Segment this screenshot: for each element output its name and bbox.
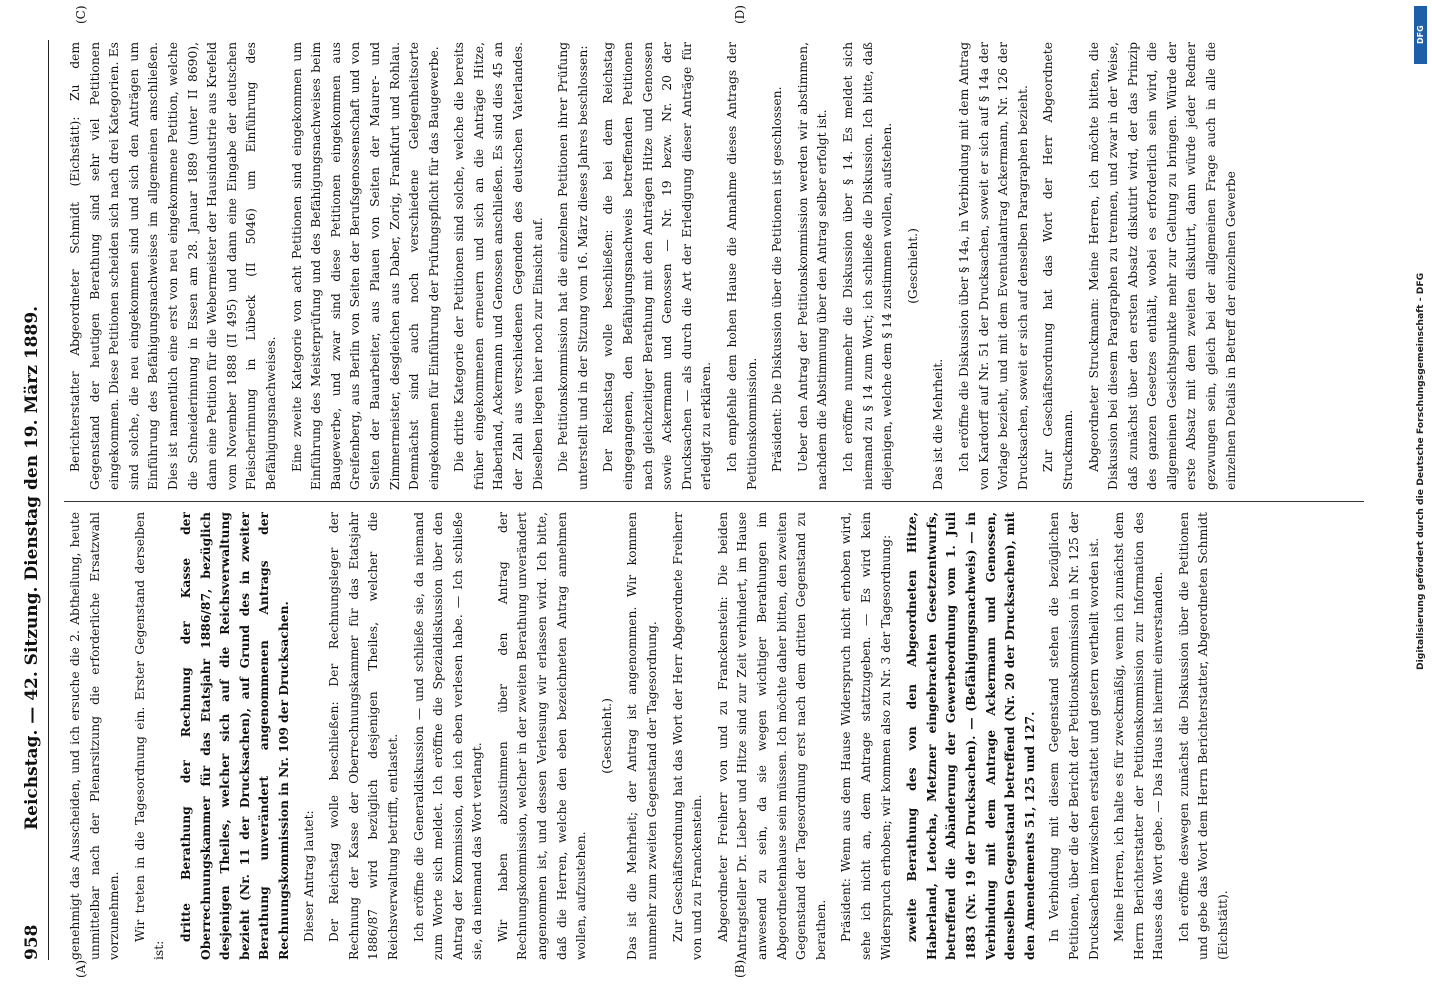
page-header	[18, 40, 49, 960]
left-text-column	[66, 512, 1366, 960]
paragraph: Ich eröffne nunmehr die Diskussion über § 14. Es meldet sich niemand zu § 14 zum Wort; ich schließe die Diskussion. Ich bitte, daß diejenigen, welche dem § 14 zustimmen wollen, aufstehen.	[840, 42, 895, 490]
margin-mark-d: (D)	[733, 5, 747, 24]
paragraph: genehmigt das Ausscheiden, und ich ersuche die 2. Abtheilung, heute unmittelbar nach der Plenarsitzung die erforderliche Ersatzwahl vorzunehmen.	[68, 512, 122, 960]
paragraph: Ueber den Antrag der Petitionskommission werden wir abstimmen, nachdem die Abstimmung über den Antrag selber erfolgt ist.	[795, 42, 830, 490]
margin-mark-c: (C)	[74, 5, 88, 24]
paragraph: Ich empfehle dem hohen Hause die Annahme dieses Antrags der Petitionskommission.	[725, 42, 759, 490]
paragraph: In Verbindung mit diesem Gegenstand stehen die bezüglichen Petitionen, über die der Bericht der Petitionskommission in Nr. 125 der Drucksachen inzwischen erstattet und gestern vertheilt worden ist.	[1047, 512, 1101, 960]
paragraph: Das ist die Mehrheit.	[931, 358, 946, 490]
paragraph-agenda-item: dritte Berathung der Rechnung der Kasse der Oberrechnungskammer für das Etatsjahr 1886/87, bezüglich desjenigen Theiles, welcher sich auf die Reichsverwaltung bezieht (Nr. 11 der Drucksachen), auf Grund des in zweiter Berathung unverändert angenommenen Antrags der Rechnungskommission in Nr. 109 der Drucksachen.	[177, 512, 291, 960]
paragraph: Ich eröffne deswegen zunächst die Diskussion über die Petitionen und gebe das Wort dem Herrn Berichterstatter, Abgeordneten Schmidt (Eichstätt).	[1176, 512, 1231, 960]
paragraph: Wir haben abzustimmen über den Antrag der Rechnungskommission, welcher in der zweiten Berathung unverändert angenommen ist, und dessen Verlesung wir erlassen wird. Ich bitte, daß die Herren, welche den eben bezeichneten Antrag annehmen wollen, aufzustehen.	[495, 512, 589, 960]
paragraph-speech: Berichterstatter Abgeordneter Schmidt (Eichstätt): Zu dem Gegenstand der heutigen Berathung sind sehr viel Petitionen eingekommen. Diese Petitionen scheiden sich nach drei Kategorien. Es sind solche, die neu eingekommen sind und sich den Anträgen um Einführung des Befähigungsnachweises im allgemeinen anschließen. Dies ist namentlich eine erst von neu eingekommene Petition, welche die Schneiderinnung in Essen am 28. Januar 1889 (unter II 8690), dann eine Petition für die Webermeister der Hausindustrie aus Krefeld vom November 1888 (II 495) und dann eine Eingabe der deutschen Fleischerinnung in Lübeck (II 5046) um Einführung des Befähigungsnachweises.	[68, 42, 278, 490]
paragraph-speech: Abgeordneter Struckmann: Meine Herren, ich möchte bitten, die Diskussion bei diesem Paragraphen zu trennen, und zwar in der Weise, daß zunächst über den ersten Absatz diskutirt wird, der das Prinzip des ganzen Gesetzes enthält, wobei es erforderlich sein wird, die allgemeinen Gesichtspunkte mehr zur Geltung zu bringen. Würde der erste Absatz mit dem zweiten diskutirt, dann würde jeder Redner gezwungen sein, gleich bei der allgemeinen Frage auch in alle die einzelnen Details in Betreff der einzelnen Gewerbe	[1086, 42, 1238, 490]
paragraph: Die dritte Kategorie der Petitionen sind solche, welche die bereits früher eingekommenen erneuern und sich an die Anträge Hitze, Haberland, Ackermann und Genossen anschließen. Es sind dies 45 an der Zahl aus verschiedenen Gegenden des deutschen Vaterlandes. Dieselben liegen hier noch zur Einsicht auf.	[452, 42, 545, 490]
paragraph-speech: Präsident: Die Diskussion über die Petitionen ist geschlossen.	[770, 86, 785, 472]
paragraph-speech: Präsident: Wenn aus dem Hause Widerspruch nicht erhoben wird, sehe ich nicht an, dem Antrage stattzugeben. — Es wird kein Widerspruch erhoben; wir kommen also zu Nr. 3 der Tagesordnung:	[839, 512, 893, 960]
paragraph: Ich eröffne die Diskussion über § 14a, in Verbindung mit dem Antrag von Kardorff auf Nr. 51 der Drucksachen, soweit er sich auf § 14a der Vorlage bezieht, und mit dem Eventualantrag Ackermann, Nr. 126 der Drucksachen, soweit er sich auf denselben Paragraphen bezieht.	[956, 42, 1030, 490]
paragraph: Ich eröffne die Generaldiskussion — und schließe sie, da niemand zum Worte sich meldet. Ich eröffne die Spezialdiskussion über den Antrag der Kommission, den ich eben verlesen habe. — Ich schließe sie, da niemand das Wort verlangt.	[411, 512, 485, 960]
paragraph: Dieser Antrag lautet:	[301, 810, 316, 942]
paragraph: Zur Geschäftsordnung hat das Wort der Herr Abgeordnete Freiherr von und zu Franckenstein.	[670, 512, 705, 960]
paragraph: Meine Herren, ich halte es für zweckmäßig, wenn ich zunächst dem Herrn Berichterstatter der Petitionskommission zur Information des Hauses das Wort gebe. — Das Haus ist hiermit einverstanden.	[1112, 512, 1166, 960]
paragraph-speech: Abgeordneter Freiherr von und zu Franckenstein: Die beiden Antragsteller Dr. Lieber und Hitze sind zur Zeit verhindert, im Hause anwesend zu sein, da sie wegen wichtiger Berathungen im Abgeordnetenhause sein müssen. Ich möchte daher bitten, den zweiten Gegenstand der Tagesordnung erst nach dem dritten Gegenstand zu berathen.	[715, 512, 828, 960]
digitization-credit: Digitalisierung gefördert durch die Deutsche Forschungsgemeinschaft - DFG	[1415, 272, 1426, 670]
stage-direction: (Geschieht.)	[905, 228, 920, 304]
page-number: 958	[22, 924, 42, 960]
paragraph-motion: Der Reichstag wolle beschließen: Der Rechnungsleger der Rechnung der Kasse der Oberrechnungskammer für das Etatsjahr 1886/87 wird bezüglich desjenigen Theiles, welcher die Reichsverwaltung betrifft, entlastet.	[327, 512, 400, 960]
paragraph: Die Petitionskommission hat die einzelnen Petitionen ihrer Prüfung unterstellt und in der Sitzung vom 16. März dieses Jahres beschlossen:	[556, 42, 590, 490]
margin-mark-b: (B)	[733, 959, 747, 978]
paragraph-agenda-item: zweite Berathung des von den Abgeordneten Hitze, Haberland, Letocha, Metzner eingebrachten Gesetzentwurfs, betreffend die Abänderung der Gewerbeordnung vom 1. Juli 1883 (Nr. 19 der Drucksachen). — (Befähigungsnachweis) — in Verbindung mit dem Antrage Ackermann und Genossen, denselben Gegenstand betreffend (Nr. 20 der Drucksachen), mit den Amendements 51, 125 und 127.	[904, 512, 1037, 960]
paragraph: Eine zweite Kategorie von acht Petitionen sind eingekommen um Einführung des Meisterprüfung und des Befähigungsnachweises beim Baugewerbe, und zwar sind diese Petitionen eingekommen aus Greifenberg, aus Berlin von Seiten der Berufsgenossenschaft und von Seiten der Bauarbeiter, aus Plauen von Seiten der Maurer- und Zimmermeister, desgleichen aus Daber, Zorig, Frankfurt und Rohlau. Demnächst sind auch noch verschiedene Gelegenheitsorte eingekommen für Einführung der Prüfungspflicht für das Baugewerbe.	[289, 42, 441, 490]
paragraph-motion: Der Reichstag wolle beschließen: die bei dem Reichstag eingegangenen, den Befähigungsnachweis betreffenden Petitionen nach gleichzeitiger Berathung mit den Anträgen Hitze und Genossen sowie Ackermann und Genossen — Nr. 19 bezw. Nr. 20 der Drucksachen — als durch die Art der Erledigung dieser Anträge für erledigt zu erklären.	[601, 42, 714, 490]
stage-direction: (Geschieht.)	[599, 698, 614, 774]
paragraph: Das ist die Mehrheit; der Antrag ist angenommen. Wir kommen nunmehr zum zweiten Gegenstand der Tagesordnung.	[625, 512, 660, 960]
paragraph: Zur Geschäftsordnung hat das Wort der Herr Abgeordnete Struckmann.	[1041, 42, 1075, 490]
margin-mark-a: (A)	[74, 959, 88, 978]
dfg-logo-badge: DFG	[1414, 6, 1427, 64]
running-title: Reichstag. — 42. Sitzung. Dienstag den 19. März 1889.	[22, 305, 42, 830]
paragraph: Wir treten in die Tagesordnung ein. Erster Gegenstand derselben ist:	[132, 512, 167, 960]
column-divider	[64, 501, 1364, 502]
right-text-column	[66, 42, 1366, 490]
